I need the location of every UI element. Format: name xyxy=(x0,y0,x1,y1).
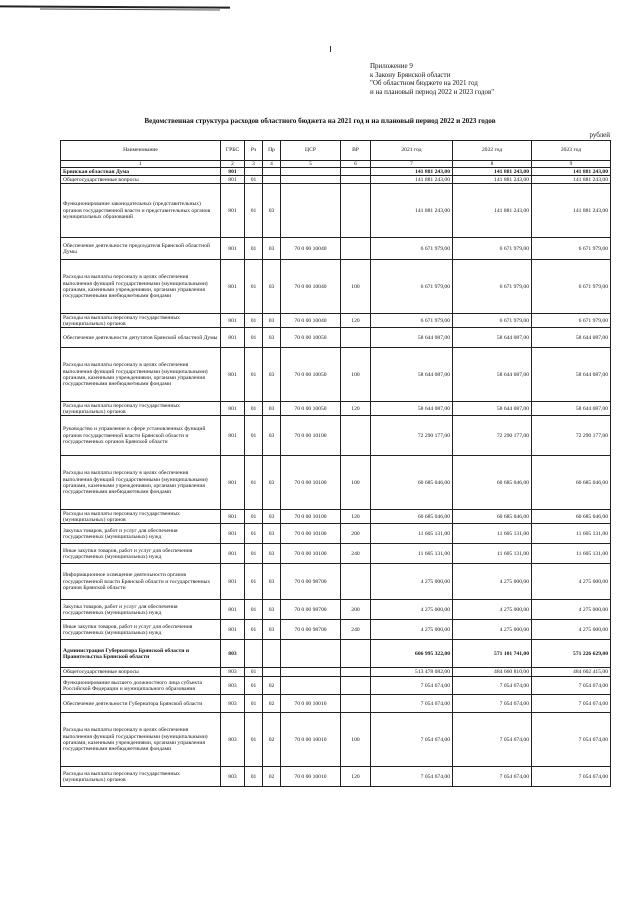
row-amount-2022: 141 881 243,00 xyxy=(453,168,532,176)
row-expense-type: 100 xyxy=(341,456,371,510)
table-row xyxy=(61,402,611,416)
table-row xyxy=(61,677,611,695)
scan-artifact-line xyxy=(40,9,220,11)
row-target-article: 70 0 00 10100 xyxy=(281,416,341,456)
row-section: 01 xyxy=(245,713,263,767)
row-target-article: 70 0 00 10050 xyxy=(281,328,341,348)
row-amount-2023: 484 602 415,00 xyxy=(532,668,611,677)
row-name: Функционирование законодательных (представительных) органов государственной власти и представительных органов муниципальных образований xyxy=(61,184,221,238)
row-section: 01 xyxy=(245,402,263,416)
row-amount-2022: 4 275 000,00 xyxy=(453,620,532,640)
row-name: Расходы на выплаты персоналу в целях обеспечения выполнения функций государственными (муниципальными) органами, казенными учреждениями, органами управления государственными внебюджетными фондами xyxy=(61,456,221,510)
row-grbs: 803 xyxy=(221,668,245,677)
row-amount-2022: 58 644 087,00 xyxy=(453,348,532,402)
column-header: Пр xyxy=(263,141,281,161)
row-expense-type xyxy=(341,328,371,348)
row-expense-type xyxy=(341,640,371,668)
row-target-article: 70 0 00 10040 xyxy=(281,260,341,314)
row-amount-2021: 606 995 322,00 xyxy=(371,640,453,668)
row-section: 01 xyxy=(245,620,263,640)
row-amount-2023: 11 605 131,00 xyxy=(532,524,611,544)
table-row xyxy=(61,524,611,544)
row-name: Общегосударственные вопросы xyxy=(61,668,221,677)
row-expense-type xyxy=(341,176,371,184)
row-expense-type: 240 xyxy=(341,620,371,640)
row-amount-2023: 6 671 979,00 xyxy=(532,260,611,314)
row-grbs: 803 xyxy=(221,767,245,787)
appendix-line: к Закону Брянской области xyxy=(370,70,451,79)
row-section xyxy=(245,168,263,176)
row-grbs: 801 xyxy=(221,314,245,328)
row-grbs: 803 xyxy=(221,695,245,713)
row-name: Руководство и управление в сфере установленных функций органов государственной власти Брянской области и государственных органов Брянской области xyxy=(61,416,221,456)
row-target-article xyxy=(281,677,341,695)
row-section: 01 xyxy=(245,348,263,402)
row-section: 01 xyxy=(245,677,263,695)
row-amount-2022: 72 290 177,00 xyxy=(453,416,532,456)
appendix-line: "Об областном бюджете на 2021 год xyxy=(370,79,478,87)
row-expense-type: 120 xyxy=(341,767,371,787)
row-section: 01 xyxy=(245,695,263,713)
row-amount-2021: 141 881 243,00 xyxy=(371,184,453,238)
table-row xyxy=(61,314,611,328)
row-amount-2023: 58 644 087,00 xyxy=(532,328,611,348)
row-section xyxy=(245,640,263,668)
row-amount-2023: 571 226 629,00 xyxy=(532,640,611,668)
row-section: 01 xyxy=(245,314,263,328)
row-amount-2021: 7 054 674,00 xyxy=(371,677,453,695)
row-amount-2023: 58 644 087,00 xyxy=(532,402,611,416)
row-subsection: 03 xyxy=(263,416,281,456)
row-expense-type: 100 xyxy=(341,713,371,767)
row-name: Брянская областная Дума xyxy=(61,168,221,176)
row-section: 01 xyxy=(245,767,263,787)
table-row xyxy=(61,695,611,713)
row-expense-type: 120 xyxy=(341,510,371,524)
row-name: Расходы на выплаты персоналу государственных (муниципальных) органов xyxy=(61,402,221,416)
row-target-article: 70 0 00 10050 xyxy=(281,402,341,416)
row-subsection: 02 xyxy=(263,695,281,713)
row-expense-type: 100 xyxy=(341,348,371,402)
row-amount-2021: 60 685 046,00 xyxy=(371,510,453,524)
row-name: Иные закупки товаров, работ и услуг для обеспечения государственных (муниципальных) нужд xyxy=(61,620,221,640)
row-target-article: 70 0 00 10040 xyxy=(281,238,341,260)
row-target-article: 70 0 00 10100 xyxy=(281,456,341,510)
row-name: Расходы на выплаты персоналу в целях обеспечения выполнения функций государственными (муниципальными) органами, казенными учреждениями, органами управления государственными внебюджетными фондами xyxy=(61,348,221,402)
row-amount-2022: 141 881 243,00 xyxy=(453,184,532,238)
row-amount-2021: 6 671 979,00 xyxy=(371,314,453,328)
row-grbs: 803 xyxy=(221,640,245,668)
column-header: ВР xyxy=(341,141,371,161)
row-target-article: 70 0 00 98700 xyxy=(281,564,341,600)
table-row xyxy=(61,544,611,564)
row-expense-type xyxy=(341,695,371,713)
column-index: 9 xyxy=(532,161,611,168)
column-index: 5 xyxy=(281,161,341,168)
row-target-article: 70 0 00 10050 xyxy=(281,348,341,402)
budget-table xyxy=(60,140,611,787)
row-target-article: 70 0 00 10040 xyxy=(281,314,341,328)
row-section: 01 xyxy=(245,600,263,620)
row-target-article xyxy=(281,668,341,677)
row-grbs: 801 xyxy=(221,600,245,620)
row-grbs: 801 xyxy=(221,544,245,564)
row-amount-2023: 11 605 131,00 xyxy=(532,544,611,564)
row-grbs: 801 xyxy=(221,184,245,238)
row-name: Обеспечение деятельности депутатов Брянской областной Думы xyxy=(61,328,221,348)
row-expense-type: 120 xyxy=(341,402,371,416)
table-row xyxy=(61,238,611,260)
row-subsection: 03 xyxy=(263,524,281,544)
table-row xyxy=(61,260,611,314)
row-expense-type: 200 xyxy=(341,600,371,620)
column-index: 2 xyxy=(221,161,245,168)
row-name: Закупка товаров, работ и услуг для обеспечения государственных (муниципальных) нужд xyxy=(61,600,221,620)
column-index: 8 xyxy=(453,161,532,168)
units-label: рублей xyxy=(589,131,610,139)
row-section: 01 xyxy=(245,524,263,544)
row-grbs: 801 xyxy=(221,328,245,348)
row-grbs: 803 xyxy=(221,713,245,767)
table-body xyxy=(61,168,611,787)
row-target-article: 70 0 00 10010 xyxy=(281,713,341,767)
row-amount-2021: 58 644 087,00 xyxy=(371,402,453,416)
row-grbs: 801 xyxy=(221,564,245,600)
row-section: 01 xyxy=(245,544,263,564)
row-amount-2021: 7 054 674,00 xyxy=(371,767,453,787)
row-subsection: 03 xyxy=(263,402,281,416)
column-index: 7 xyxy=(371,161,453,168)
row-name: Обеспечение деятельности Губернатора Брянской области xyxy=(61,695,221,713)
row-name: Расходы на выплаты персоналу государственных (муниципальных) органов xyxy=(61,510,221,524)
row-amount-2023: 6 671 979,00 xyxy=(532,238,611,260)
appendix-line: и на плановый период 2022 и 2023 годов" xyxy=(370,87,495,96)
row-grbs: 803 xyxy=(221,677,245,695)
row-amount-2021: 4 275 000,00 xyxy=(371,620,453,640)
table-row xyxy=(61,328,611,348)
row-expense-type xyxy=(341,668,371,677)
row-amount-2022: 571 101 741,00 xyxy=(453,640,532,668)
row-section: 01 xyxy=(245,510,263,524)
table-row xyxy=(61,713,611,767)
row-section: 01 xyxy=(245,328,263,348)
table-row xyxy=(61,176,611,184)
row-amount-2022: 6 671 979,00 xyxy=(453,238,532,260)
row-grbs: 801 xyxy=(221,176,245,184)
row-grbs: 801 xyxy=(221,620,245,640)
table-row xyxy=(61,456,611,510)
row-amount-2023: 58 644 087,00 xyxy=(532,348,611,402)
row-subsection: 03 xyxy=(263,314,281,328)
column-header: 2021 год xyxy=(371,141,453,161)
table-row xyxy=(61,767,611,787)
row-expense-type: 240 xyxy=(341,544,371,564)
row-expense-type xyxy=(341,564,371,600)
column-index: 1 xyxy=(61,161,221,168)
column-header: Наименование xyxy=(61,141,221,161)
column-header: 2022 год xyxy=(453,141,532,161)
row-amount-2021: 11 605 131,00 xyxy=(371,544,453,564)
row-grbs: 801 xyxy=(221,402,245,416)
table-row xyxy=(61,348,611,402)
row-amount-2021: 513 478 082,00 xyxy=(371,668,453,677)
table-row xyxy=(61,168,611,176)
row-expense-type xyxy=(341,416,371,456)
row-subsection xyxy=(263,668,281,677)
row-subsection xyxy=(263,640,281,668)
row-subsection: 02 xyxy=(263,677,281,695)
row-target-article: 70 0 00 10010 xyxy=(281,695,341,713)
row-amount-2022: 11 605 131,00 xyxy=(453,544,532,564)
column-index: 4 xyxy=(263,161,281,168)
row-grbs: 801 xyxy=(221,510,245,524)
column-header: Рз xyxy=(245,141,263,161)
row-amount-2022: 58 644 087,00 xyxy=(453,402,532,416)
row-name: Функционирование высшего должностного лица субъекта Российской Федерации и муниципального образования xyxy=(61,677,221,695)
row-amount-2021: 4 275 000,00 xyxy=(371,600,453,620)
column-index-row xyxy=(61,161,611,168)
scan-artifact-mark xyxy=(330,46,331,52)
row-amount-2022: 60 685 046,00 xyxy=(453,510,532,524)
appendix-line: Приложение 9 xyxy=(370,62,413,70)
row-name: Закупка товаров, работ и услуг для обеспечения государственных (муниципальных) нужд xyxy=(61,524,221,544)
row-amount-2023: 141 881 243,00 xyxy=(532,184,611,238)
row-amount-2023: 7 054 674,00 xyxy=(532,767,611,787)
row-amount-2021: 58 644 087,00 xyxy=(371,328,453,348)
row-name: Расходы на выплаты персоналу в целях обеспечения выполнения функций государственными (муниципальными) органами, казенными учреждениями, органами управления государственными внебюджетными фондами xyxy=(61,713,221,767)
row-grbs: 801 xyxy=(221,168,245,176)
row-name: Расходы на выплаты персоналу государственных (муниципальных) органов xyxy=(61,314,221,328)
row-amount-2021: 11 605 131,00 xyxy=(371,524,453,544)
row-amount-2021: 7 054 674,00 xyxy=(371,695,453,713)
row-target-article xyxy=(281,176,341,184)
row-amount-2022: 58 644 087,00 xyxy=(453,328,532,348)
row-target-article: 70 0 00 10010 xyxy=(281,767,341,787)
row-section: 01 xyxy=(245,184,263,238)
row-name: Расходы на выплаты персоналу в целях обеспечения выполнения функций государственными (муниципальными) органами, казенными учреждениями, органами управления государственными внебюджетными фондами xyxy=(61,260,221,314)
row-subsection: 03 xyxy=(263,238,281,260)
row-target-article xyxy=(281,640,341,668)
row-grbs: 801 xyxy=(221,238,245,260)
row-amount-2023: 7 054 674,00 xyxy=(532,695,611,713)
row-target-article xyxy=(281,168,341,176)
row-subsection: 03 xyxy=(263,544,281,564)
row-amount-2022: 11 605 131,00 xyxy=(453,524,532,544)
row-amount-2022: 7 054 674,00 xyxy=(453,713,532,767)
row-section: 01 xyxy=(245,176,263,184)
row-subsection: 03 xyxy=(263,564,281,600)
row-amount-2021: 4 275 000,00 xyxy=(371,564,453,600)
row-name: Расходы на выплаты персоналу государственных (муниципальных) органов xyxy=(61,767,221,787)
row-subsection: 03 xyxy=(263,348,281,402)
appendix-note xyxy=(370,62,494,96)
row-amount-2023: 4 275 000,00 xyxy=(532,600,611,620)
row-subsection: 03 xyxy=(263,328,281,348)
row-target-article xyxy=(281,184,341,238)
row-subsection: 03 xyxy=(263,184,281,238)
row-subsection xyxy=(263,176,281,184)
row-amount-2022: 60 685 046,00 xyxy=(453,456,532,510)
row-name: Информационное освещение деятельности органов государственной власти Брянской области и государственных органов Брянской области xyxy=(61,564,221,600)
row-section: 01 xyxy=(245,456,263,510)
row-amount-2023: 4 275 000,00 xyxy=(532,620,611,640)
row-expense-type xyxy=(341,168,371,176)
row-amount-2023: 7 054 674,00 xyxy=(532,713,611,767)
row-amount-2023: 72 290 177,00 xyxy=(532,416,611,456)
row-target-article: 70 0 00 10100 xyxy=(281,510,341,524)
row-expense-type xyxy=(341,677,371,695)
column-header: ЦСР xyxy=(281,141,341,161)
row-amount-2023: 6 671 979,00 xyxy=(532,314,611,328)
row-section: 01 xyxy=(245,564,263,600)
row-amount-2023: 7 054 674,00 xyxy=(532,677,611,695)
table-row xyxy=(61,668,611,677)
row-target-article: 70 0 00 98700 xyxy=(281,600,341,620)
row-expense-type xyxy=(341,238,371,260)
row-subsection: 03 xyxy=(263,456,281,510)
row-subsection: 02 xyxy=(263,713,281,767)
row-target-article: 70 0 00 10100 xyxy=(281,544,341,564)
row-amount-2022: 484 660 810,00 xyxy=(453,668,532,677)
document-title: Ведомственная структура расходов областного бюджета на 2021 год и на плановый период 2022 и 2023 годов xyxy=(144,117,496,125)
row-expense-type: 200 xyxy=(341,524,371,544)
row-amount-2022: 141 881 243,00 xyxy=(453,176,532,184)
row-amount-2023: 60 685 046,00 xyxy=(532,510,611,524)
table-row xyxy=(61,510,611,524)
row-amount-2021: 58 644 087,00 xyxy=(371,348,453,402)
table-row xyxy=(61,184,611,238)
row-target-article: 70 0 00 10100 xyxy=(281,524,341,544)
row-grbs: 801 xyxy=(221,348,245,402)
row-amount-2021: 7 054 674,00 xyxy=(371,713,453,767)
row-section: 01 xyxy=(245,260,263,314)
table-header-row xyxy=(61,141,611,161)
row-grbs: 801 xyxy=(221,260,245,314)
row-amount-2021: 72 290 177,00 xyxy=(371,416,453,456)
row-subsection: 03 xyxy=(263,620,281,640)
row-amount-2021: 6 671 979,00 xyxy=(371,260,453,314)
row-subsection xyxy=(263,168,281,176)
row-expense-type xyxy=(341,184,371,238)
table-row xyxy=(61,600,611,620)
row-amount-2021: 60 685 046,00 xyxy=(371,456,453,510)
row-grbs: 801 xyxy=(221,416,245,456)
row-amount-2022: 7 054 674,00 xyxy=(453,767,532,787)
column-index: 3 xyxy=(245,161,263,168)
row-amount-2023: 60 685 046,00 xyxy=(532,456,611,510)
row-subsection: 03 xyxy=(263,260,281,314)
row-target-article: 70 0 00 98700 xyxy=(281,620,341,640)
row-subsection: 02 xyxy=(263,767,281,787)
row-amount-2023: 141 881 243,00 xyxy=(532,176,611,184)
row-subsection: 03 xyxy=(263,600,281,620)
row-name: Иные закупки товаров, работ и услуг для обеспечения государственных (муниципальных) нужд xyxy=(61,544,221,564)
row-amount-2022: 6 671 979,00 xyxy=(453,260,532,314)
row-amount-2022: 7 054 674,00 xyxy=(453,677,532,695)
row-name: Администрация Губернатора Брянской области и Правительства Брянской области xyxy=(61,640,221,668)
row-name: Общегосударственные вопросы xyxy=(61,176,221,184)
table-row xyxy=(61,416,611,456)
column-index: 6 xyxy=(341,161,371,168)
row-amount-2021: 141 881 243,00 xyxy=(371,168,453,176)
row-section: 01 xyxy=(245,668,263,677)
row-expense-type: 120 xyxy=(341,314,371,328)
table-row xyxy=(61,620,611,640)
column-header: 2023 год xyxy=(532,141,611,161)
row-subsection: 03 xyxy=(263,510,281,524)
row-amount-2021: 141 881 243,00 xyxy=(371,176,453,184)
row-amount-2022: 4 275 000,00 xyxy=(453,564,532,600)
row-section: 01 xyxy=(245,416,263,456)
row-expense-type: 100 xyxy=(341,260,371,314)
table-row xyxy=(61,640,611,668)
row-grbs: 801 xyxy=(221,456,245,510)
row-amount-2022: 6 671 979,00 xyxy=(453,314,532,328)
row-grbs: 801 xyxy=(221,524,245,544)
row-section: 01 xyxy=(245,238,263,260)
row-amount-2021: 6 671 979,00 xyxy=(371,238,453,260)
table-row xyxy=(61,564,611,600)
row-amount-2023: 141 881 243,00 xyxy=(532,168,611,176)
column-header: ГРБС xyxy=(221,141,245,161)
row-amount-2022: 4 275 000,00 xyxy=(453,600,532,620)
row-amount-2023: 4 275 000,00 xyxy=(532,564,611,600)
row-amount-2022: 7 054 674,00 xyxy=(453,695,532,713)
row-name: Обеспечение деятельности председателя Брянской областной Думы xyxy=(61,238,221,260)
